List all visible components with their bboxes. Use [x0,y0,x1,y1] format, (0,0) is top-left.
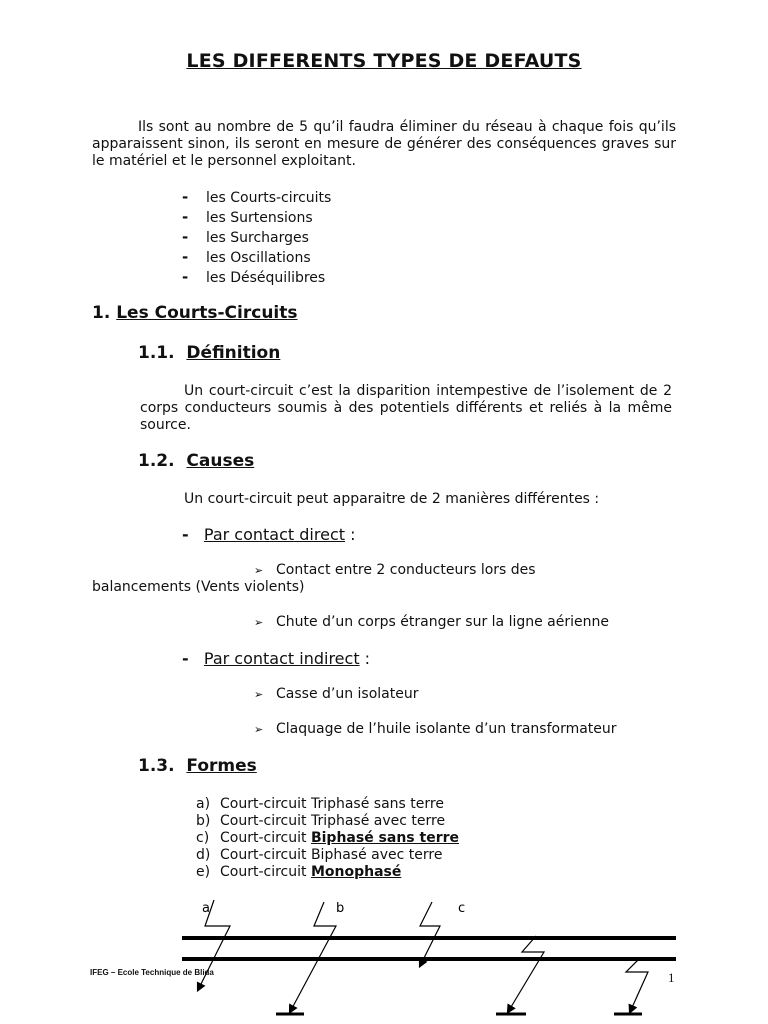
section-title: Formes [186,756,257,776]
dash-bullet: - [182,228,189,246]
item-prefix: Court-circuit [220,813,311,829]
diagram-label-b: b [336,901,345,916]
item-text: Biphasé avec terre [310,847,443,863]
section-number: 1.3. [138,756,175,776]
item-letter: c) [196,830,210,846]
item-prefix: Court-circuit [220,864,311,880]
subheading-title: Par contact direct [203,525,346,544]
list-item-text: Casse d’un isolateur [276,686,419,702]
intro-text: Ils sont au nombre de 5 qu’il faudra éliminer du réseau à chaque fois qu’ils apparaissent sinon, ils seront en mesure de générer des conséquences graves sur le matériel et le personnel exploitant. [92,119,676,169]
arrow-bullet-icon: ➢ [254,723,264,736]
dash-bullet: - [182,268,189,286]
list-item: les Surtensions [206,210,313,226]
section-number: 1.1. [138,343,175,363]
section-title: Définition [186,343,281,363]
list-item-continuation: balancements (Vents violents) [92,579,305,595]
section-1-3-heading [138,756,257,776]
dash-bullet: - [182,208,189,226]
section-number: 1. [92,303,111,323]
item-text: Triphasé avec terre [310,813,446,829]
list-item [196,864,401,880]
item-letter: b) [196,813,211,829]
list-item [254,686,419,702]
item-text: Triphasé sans terre [310,796,444,812]
section-title: Les Courts-Circuits [116,303,298,323]
item-letter: d) [196,847,211,863]
section-1-heading [92,303,298,323]
list-item [196,796,444,812]
list-item-text: Claquage de l’huile isolante d’un transformateur [276,721,617,737]
footer-institution: IFEG – Ecole Technique de Blida [90,968,214,977]
list-item [254,721,617,737]
item-prefix: Court-circuit [220,796,311,812]
section-1-1-heading [138,343,280,363]
item-text: Biphasé sans terre [310,830,460,846]
section-title: Causes [186,451,255,471]
list-item: les Déséquilibres [206,270,326,286]
fault-bolt-d [508,936,544,1012]
arrow-bullet-icon: ➢ [254,688,264,701]
item-text: Monophasé [310,864,402,880]
list-item-text: Chute d’un corps étranger sur la ligne aérienne [276,614,609,630]
list-item: les Courts-circuits [206,190,332,206]
short-circuit-diagram [0,890,768,1024]
intro-paragraph [92,119,676,170]
item-prefix: Court-circuit [220,830,311,846]
list-item-text: Contact entre 2 conducteurs lors des [276,562,536,578]
item-prefix: Court-circuit [220,847,311,863]
fault-bolt-e [626,958,648,1012]
dash-bullet: - [182,248,189,266]
item-letter: e) [196,864,211,880]
list-item [196,830,459,846]
item-letter: a) [196,796,211,812]
list-item [196,847,442,863]
subheading-title: Par contact indirect [203,649,360,668]
diagram-label-a: a [202,901,210,916]
definition-paragraph [140,383,672,434]
list-item [254,562,536,578]
list-item: les Oscillations [206,250,311,266]
page-number: 1 [668,970,675,985]
section-1-2-heading [138,451,254,471]
definition-text: Un court-circuit c’est la disparition intempestive de l’isolement de 2 corps conducteurs soumis à des potentiels différents et reliés à la même source. [140,383,672,433]
section-number: 1.2. [138,451,175,471]
dash-bullet: - [182,188,189,206]
arrow-bullet-icon: ➢ [254,616,264,629]
fault-bolt-c [420,902,440,966]
indirect-contact-heading: - Par contact indirect : [182,649,371,668]
diagram-label-c: c [458,901,466,916]
list-item: les Surcharges [206,230,309,246]
direct-contact-heading: - Par contact direct : [182,525,356,544]
arrow-bullet-icon: ➢ [254,564,264,577]
document-title: LES DIFFERENTS TYPES DE DEFAUTS [186,50,582,72]
list-item [254,614,609,630]
list-item [196,813,445,829]
causes-text: Un court-circuit peut apparaitre de 2 manières différentes : [184,491,600,507]
